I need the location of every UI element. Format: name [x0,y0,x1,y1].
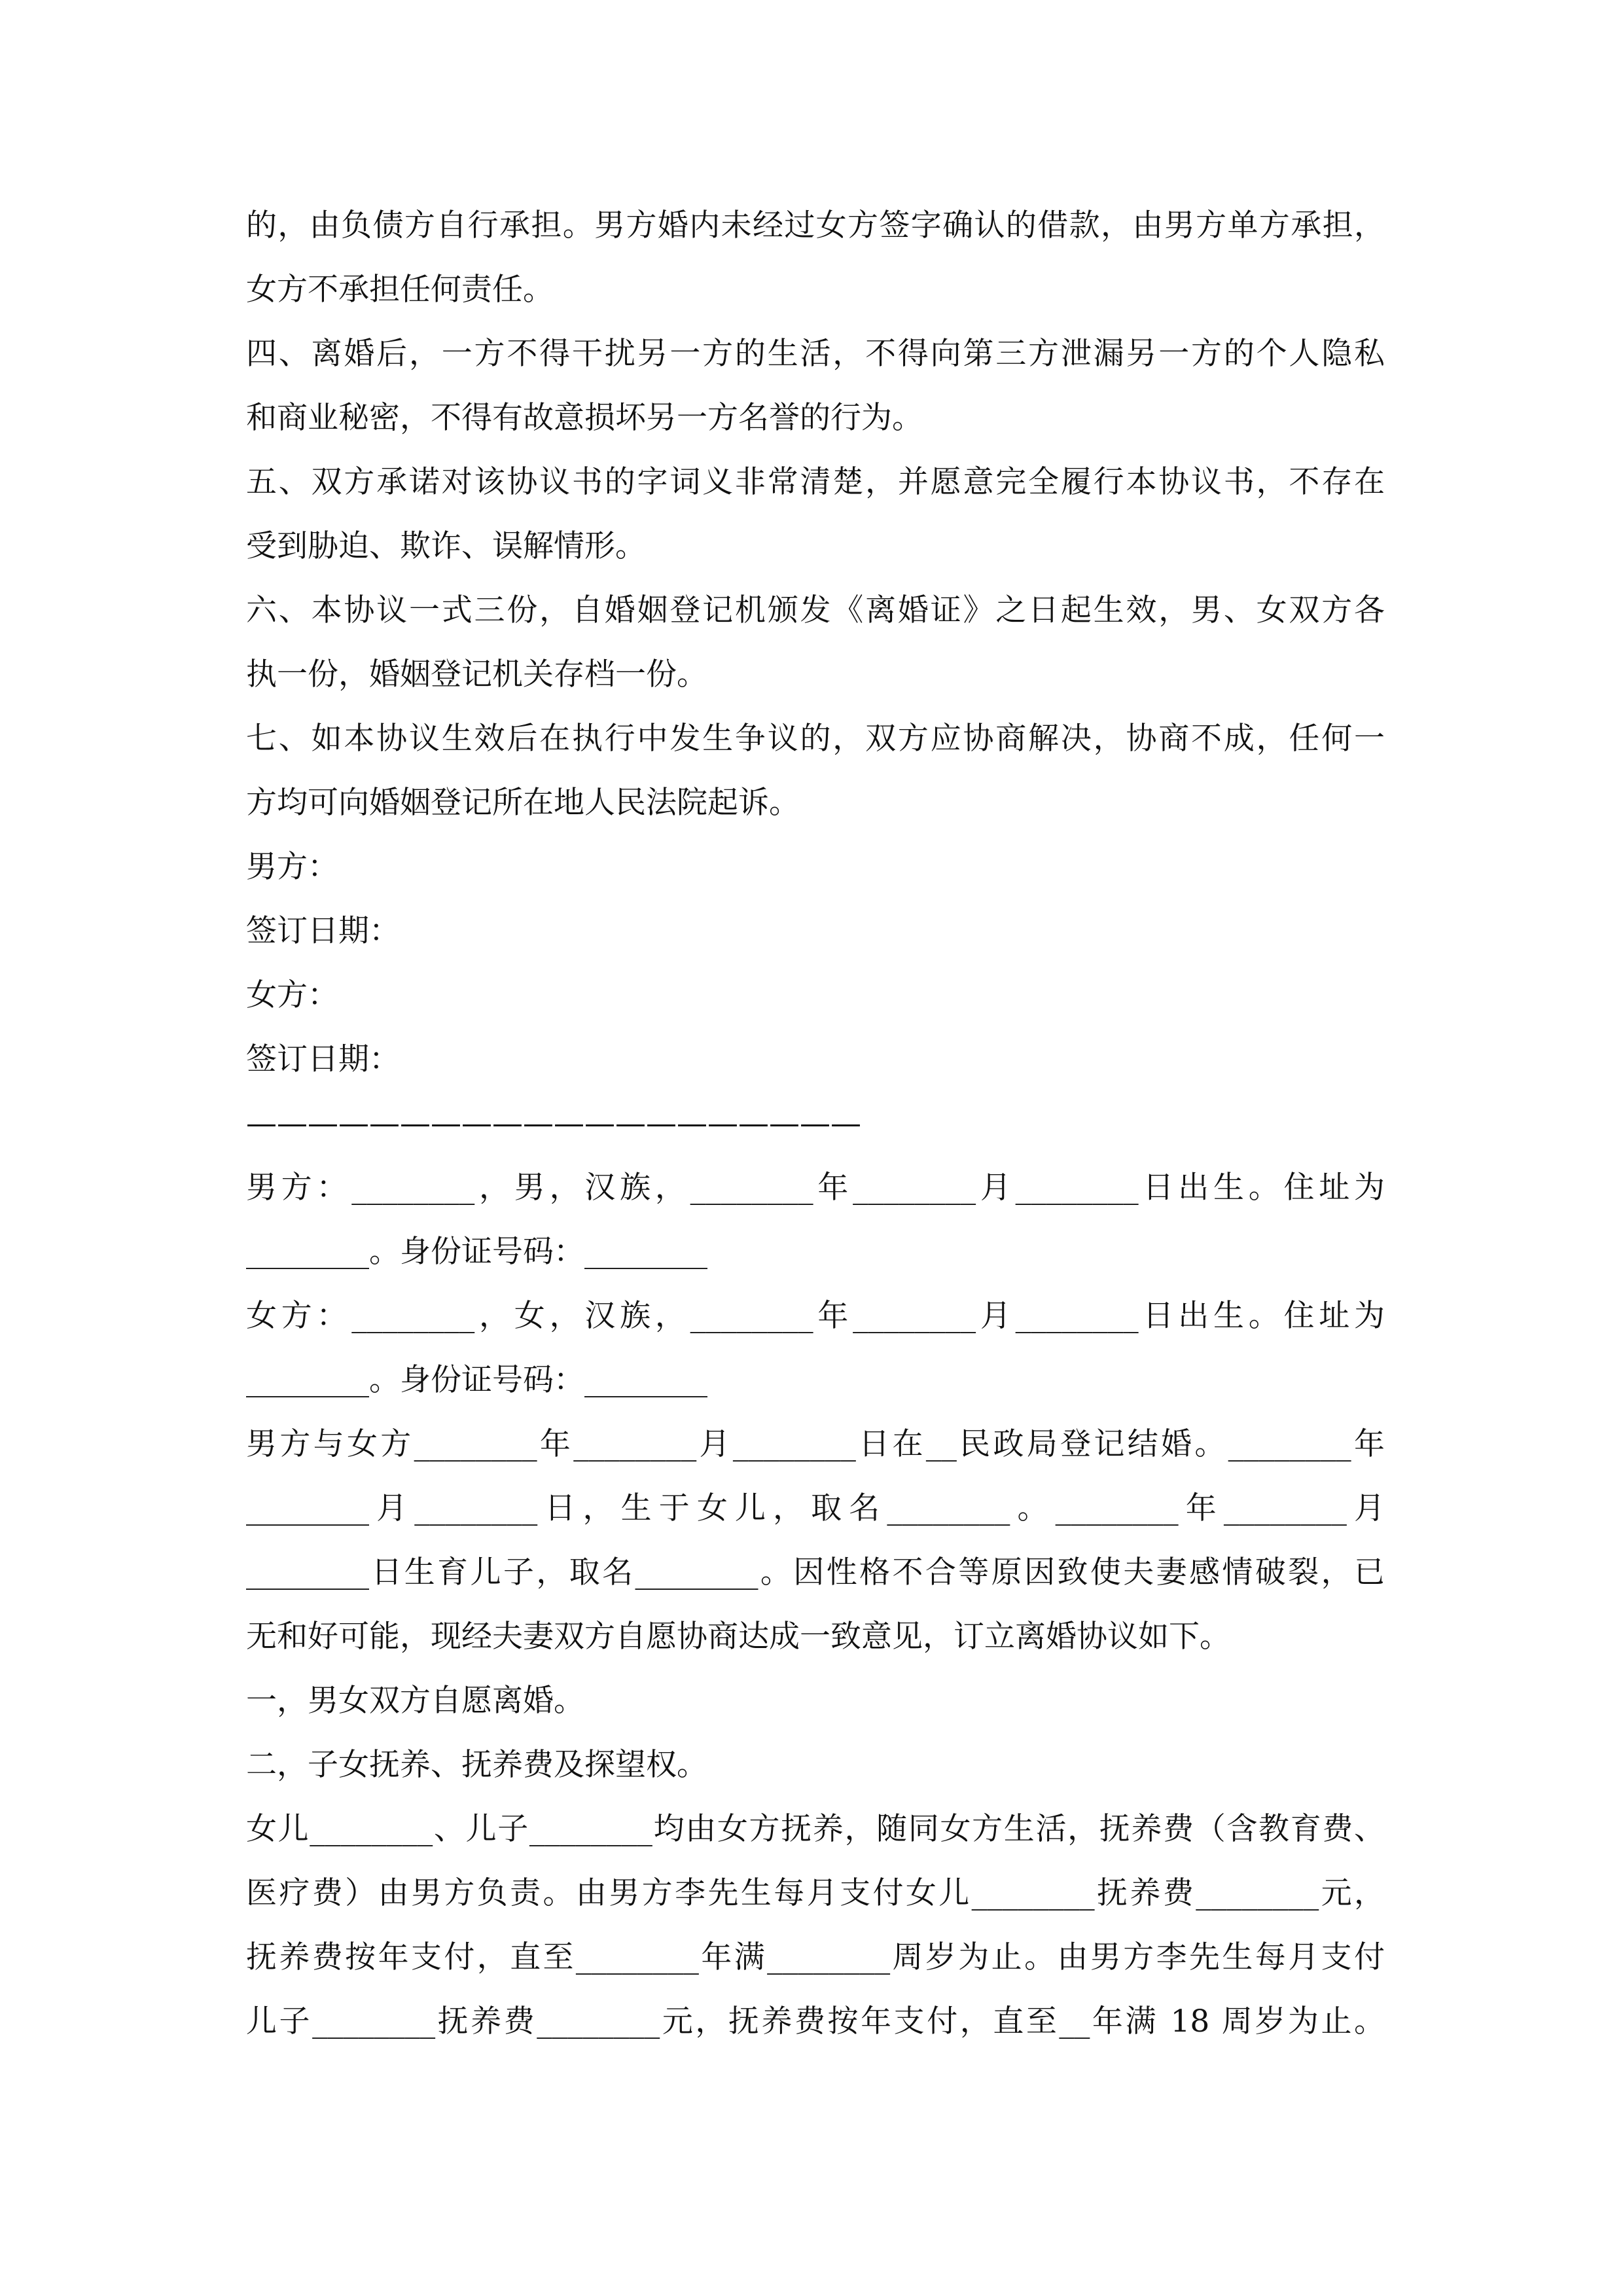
text-line: 和商业秘密，不得有故意损坏另一方名誉的行为。 [246,400,923,436]
male-party-info: 男方：________，男，汉族，________年________月________日出生。住址为 [246,1170,1385,1206]
text-line: ________月________日，生于女儿，取名________。________年________月 [246,1490,1385,1526]
text-line: 的，由负债方自行承担。男方婚内未经过女方签字确认的借款，由男方单方承担， [246,207,1385,243]
female-id-line: ________。身份证号码：________ [246,1362,707,1398]
text-line: ________日生育儿子，取名________。因性格不合等原因致使夫妻感情破裂，已 [246,1554,1385,1590]
clause-five: 五、双方承诺对该协议书的字词义非常清楚，并愿意完全履行本协议书，不存在 [246,464,1385,500]
clause-two-heading: 二，子女抚养、抚养费及探望权。 [246,1747,707,1783]
text-line: 无和好可能，现经夫妻双方自愿协商达成一致意见，订立离婚协议如下。 [246,1619,1230,1655]
male-signature-label: 男方： [246,849,338,885]
support-line: 医疗费）由男方负责。由男方李先生每月支付女儿________抚养费________元， [246,1875,1385,1911]
male-sign-date-label: 签订日期： [246,913,400,949]
text-line: 方均可向婚姻登记所在地人民法院起诉。 [246,785,800,821]
custody-line: 女儿________、儿子________均由女方抚养，随同女方生活，抚养费（含教育费、 [246,1811,1385,1847]
clause-six: 六、本协议一式三份，自婚姻登记机颁发《离婚证》之日起生效，男、女双方各 [246,592,1385,628]
support-line: 抚养费按年支付，直至________年满________周岁为止。由男方李先生每月支付 [246,1939,1385,1975]
section-separator: ———————————————————— [246,1105,861,1141]
clause-seven: 七、如本协议生效后在执行中发生争议的，双方应协商解决，协商不成，任何一 [246,721,1385,757]
female-sign-date-label: 签订日期： [246,1041,400,1077]
agreement-text [246,194,1385,2054]
text-line: 执一份，婚姻登记机关存档一份。 [246,656,707,692]
male-id-line: ________。身份证号码：________ [246,1234,707,1270]
text-line: 受到胁迫、欺诈、误解情形。 [246,528,646,564]
female-signature-label: 女方： [246,977,338,1013]
clause-one: 一，男女双方自愿离婚。 [246,1683,584,1719]
support-line: 儿子________抚养费________元，抚养费按年支付，直至__年满 18 周岁为止。 [246,2003,1385,2039]
clause-four: 四、离婚后，一方不得干扰另一方的生活，不得向第三方泄漏另一方的个人隐私 [246,336,1385,372]
marriage-info: 男方与女方________年________月________日在__民政局登记结婚。________年 [246,1426,1385,1462]
female-party-info: 女方：________，女，汉族，________年________月________日出生。住址为 [246,1298,1385,1334]
text-line: 女方不承担任何责任。 [246,272,554,308]
